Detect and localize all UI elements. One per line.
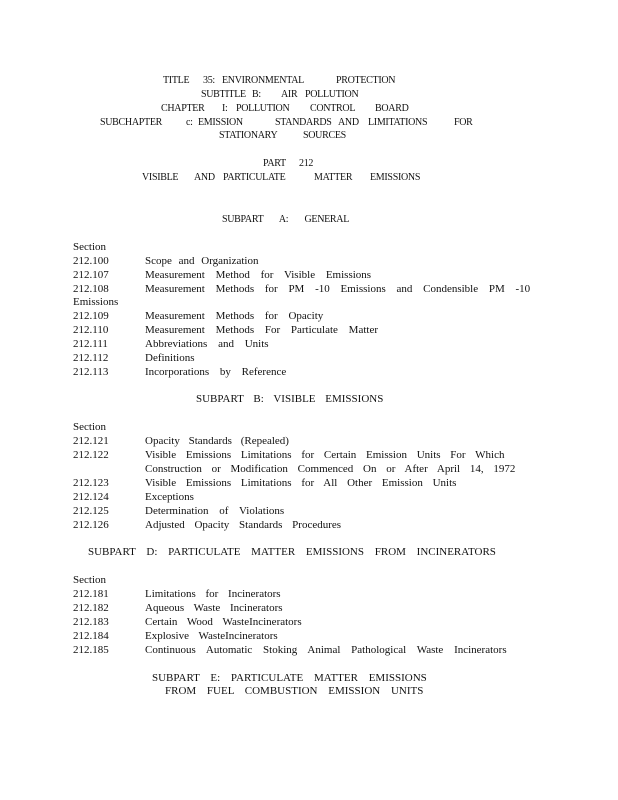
section-title-continuation: Emissions (73, 296, 119, 308)
section-title: Determination of Violations (145, 505, 285, 517)
subpart-a-heading: SUBPART A: GENERAL (222, 214, 350, 225)
section-label: Section (73, 421, 106, 433)
section-number: 212.112 (73, 352, 109, 364)
heading-title-number: 35: (203, 75, 215, 86)
heading-subchapter-word: LIMITATIONS (368, 117, 428, 128)
section-number: 212.100 (73, 255, 109, 267)
heading-subchapter-word: FOR (454, 117, 473, 128)
section-number: 212.183 (73, 616, 109, 628)
subpart-e-heading-continuation: FROM FUEL COMBUSTION EMISSION UNITS (165, 685, 424, 697)
heading-chapter-label: CHAPTER (161, 103, 205, 114)
heading-subchapter-word: STANDARDS (275, 117, 332, 128)
heading-chapter-word: CONTROL (310, 103, 356, 114)
section-number: 212.111 (73, 338, 108, 350)
part-title-word: PARTICULATE (223, 172, 286, 183)
section-number: 212.122 (73, 449, 109, 461)
section-title: Measurement Methods for PM -10 Emissions and Condensible PM -10 (145, 283, 531, 295)
section-title: Visible Emissions Limitations for All Other Emission Units (145, 477, 457, 489)
section-title: Continuous Automatic Stoking Animal Pathological Waste Incinerators (145, 644, 507, 656)
section-title: Exceptions (145, 491, 194, 503)
section-number: 212.126 (73, 519, 109, 531)
part-title-word: MATTER (314, 172, 353, 183)
section-title: Limitations for Incinerators (145, 588, 281, 600)
section-number: 212.113 (73, 366, 109, 378)
section-title: Measurement Method for Visible Emissions (145, 269, 372, 281)
heading-title-word: PROTECTION (336, 75, 396, 86)
subpart-b-heading: SUBPART B: VISIBLE EMISSIONS (196, 393, 384, 405)
heading-title-word: ENVIRONMENTAL (222, 75, 304, 86)
section-label: Section (73, 241, 106, 253)
section-title: Measurement Methods for Opacity (145, 310, 324, 322)
heading-chapter-word: POLLUTION (236, 103, 290, 114)
section-number: 212.181 (73, 588, 109, 600)
section-number: 212.185 (73, 644, 109, 656)
heading-subchapter-word: AND (338, 117, 359, 128)
section-number: 212.184 (73, 630, 109, 642)
section-title: Construction or Modification Commenced On or After April 14, 1972 (145, 463, 516, 475)
heading-subtitle-word: AIR (281, 89, 298, 100)
subpart-e-heading: SUBPART E: PARTICULATE MATTER EMISSIONS (152, 672, 427, 684)
section-number: 212.124 (73, 491, 109, 503)
section-title: Opacity Standards (Repealed) (145, 435, 289, 447)
section-number: 212.107 (73, 269, 109, 281)
heading-subchapter-word: STATIONARY (219, 130, 278, 141)
section-title: Aqueous Waste Incinerators (145, 602, 283, 614)
section-title: Abbreviations and Units (145, 338, 269, 350)
part-label: PART (263, 158, 286, 169)
section-number: 212.110 (73, 324, 109, 336)
section-title: Adjusted Opacity Standards Procedures (145, 519, 342, 531)
part-title-word: EMISSIONS (370, 172, 421, 183)
section-number: 212.109 (73, 310, 109, 322)
heading-subtitle-word: POLLUTION (305, 89, 359, 100)
heading-chapter-number: I: (222, 103, 228, 114)
heading-subchapter-word: SOURCES (303, 130, 346, 141)
section-title: Explosive WasteIncinerators (145, 630, 278, 642)
heading-subchapter-letter: c: (186, 117, 193, 128)
section-title: Visible Emissions Limitations for Certain Emission Units For Which (145, 449, 505, 461)
heading-subtitle-label: SUBTITLE (201, 89, 246, 100)
part-number: 212 (299, 158, 314, 169)
section-number: 212.121 (73, 435, 109, 447)
heading-subchapter-label: SUBCHAPTER (100, 117, 163, 128)
heading-subtitle-letter: B: (252, 89, 261, 100)
part-title-word: VISIBLE (142, 172, 179, 183)
section-label: Section (73, 574, 106, 586)
section-number: 212.108 (73, 283, 109, 295)
section-title: Scope and Organization (145, 255, 259, 267)
heading-chapter-word: BOARD (375, 103, 409, 114)
heading-title-label: TITLE (163, 75, 190, 86)
section-number: 212.123 (73, 477, 109, 489)
section-title: Definitions (145, 352, 195, 364)
section-number: 212.125 (73, 505, 109, 517)
heading-subchapter-word: EMISSION (198, 117, 243, 128)
section-title: Incorporations by Reference (145, 366, 287, 378)
subpart-d-heading: SUBPART D: PARTICULATE MATTER EMISSIONS FROM INCINERATORS (88, 546, 496, 558)
section-number: 212.182 (73, 602, 109, 614)
section-title: Certain Wood WasteIncinerators (145, 616, 302, 628)
section-title: Measurement Methods For Particulate Matter (145, 324, 379, 336)
part-title-word: AND (194, 172, 215, 183)
